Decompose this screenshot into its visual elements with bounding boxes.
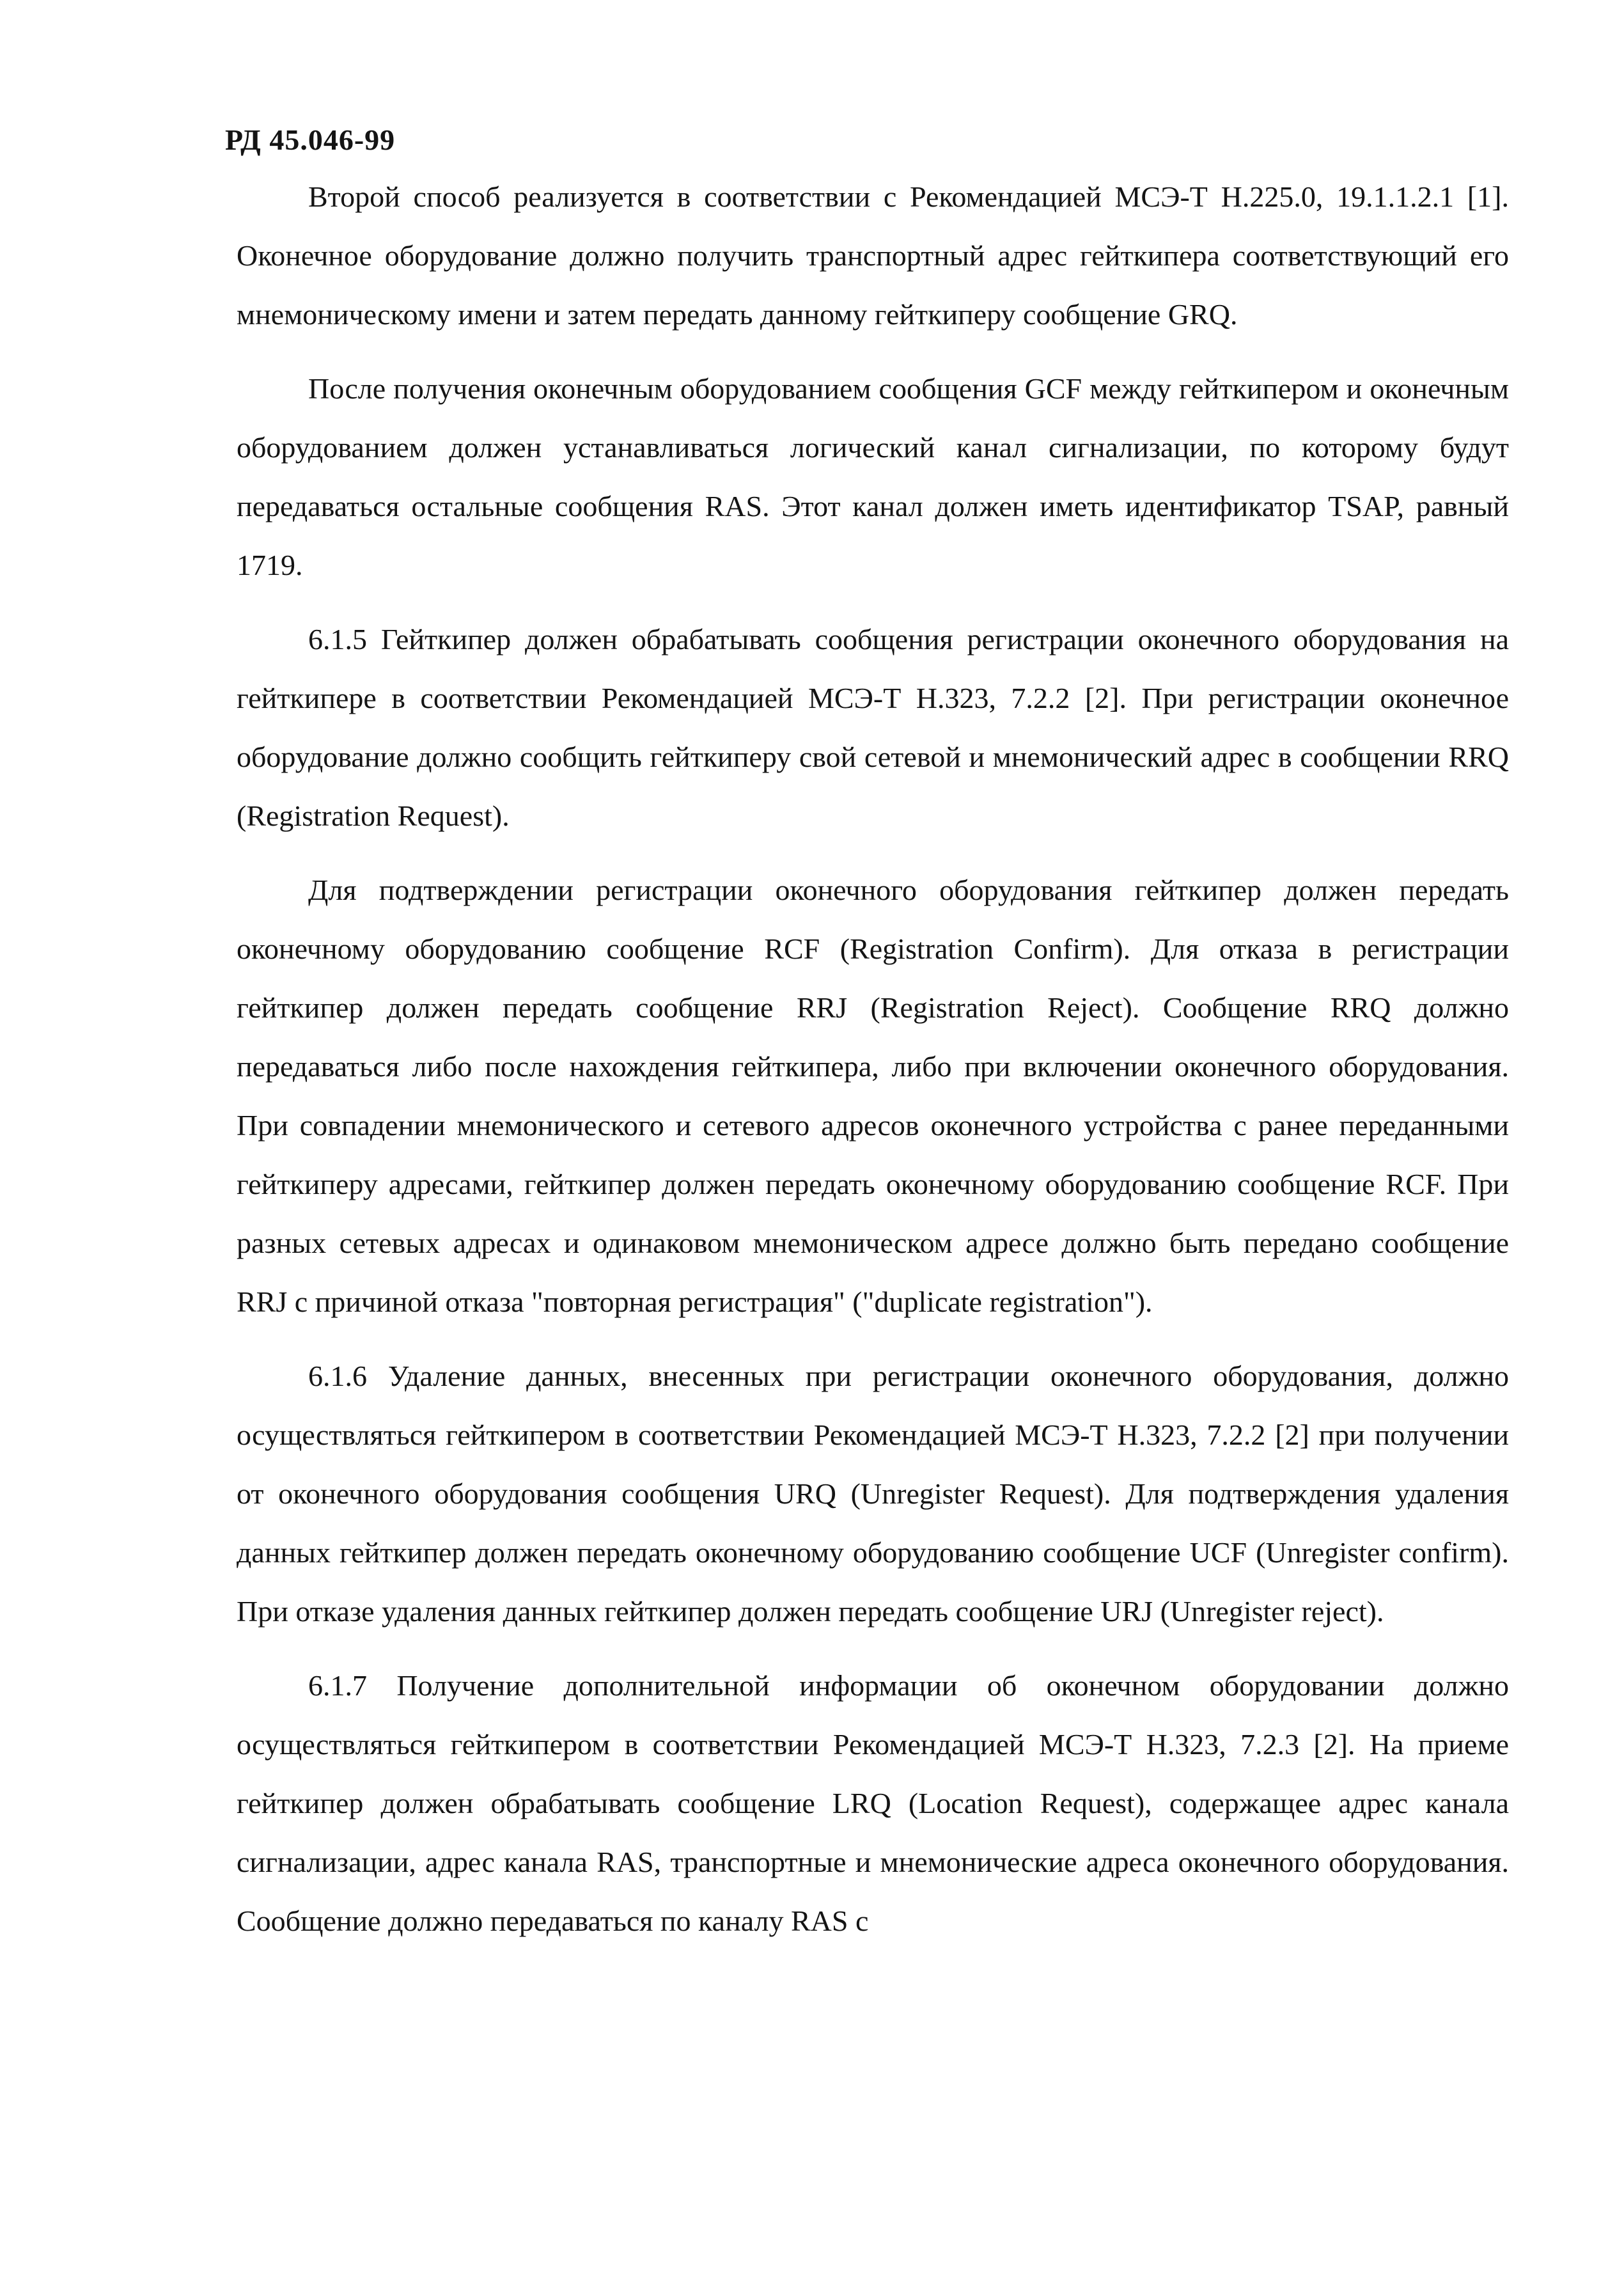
paragraph-gcf-channel: После получения оконечным оборудованием сообщения GCF между гейткипером и оконечным оборудованием должен устанавливаться логический канал сигнализации, по которому будут передаваться остальные сообщения RAS. Этот канал должен иметь идентификатор TSAP, равный 1719.	[237, 372, 1509, 581]
paragraph-6-1-7: 6.1.7 Получение дополнительной информации об оконечном оборудовании должно осуществляться гейткипером в соответствии Рекомендацией МСЭ-Т Н.323, 7.2.3 [2]. На приеме гейткипер должен обрабатывать сообщение LRQ (Location Request), содержащее адрес канала сигнализации, адрес канала RAS, транспортные и мнемонические адреса оконечного оборудования. Сообщение должно передаваться по каналу RAS с	[237, 1669, 1509, 1937]
paragraph-6-1-5: 6.1.5 Гейткипер должен обрабатывать сообщения регистрации оконечного оборудования на гейткипере в соответствии Рекомендацией МСЭ-Т Н.323, 7.2.2 [2]. При регистрации оконечное оборудование должно сообщить гейткиперу свой сетевой и мнемонический адрес в сообщении RRQ (Registration Request).	[237, 623, 1509, 832]
paragraph-registration-confirm: Для подтверждении регистрации оконечного оборудования гейткипер должен передать оконечному оборудованию сообщение RCF (Registration Confirm). Для отказа в регистрации гейткипер должен передать сообщение RRJ (Registration Reject). Сообщение RRQ должно передаваться либо после нахождения гейткипера, либо при включении оконечного оборудования. При совпадении мнемонического и сетевого адресов оконечного устройства с ранее переданными гейткиперу адресами, гейткипер должен передать оконечному оборудованию сообщение RCF. При разных сетевых адресах и одинаковом мнемоническом адресе должно быть передано сообщение RRJ с причиной отказа "повторная регистрация" ("duplicate registration").	[237, 874, 1509, 1318]
document-body	[237, 168, 1509, 1966]
paragraph-6-1-6: 6.1.6 Удаление данных, внесенных при регистрации оконечного оборудования, должно осуществляться гейткипером в соответствии Рекомендацией МСЭ-Т Н.323, 7.2.2 [2] при получении от оконечного оборудования сообщения URQ (Unregister Request). Для подтверждения удаления данных гейткипер должен передать оконечному оборудованию сообщение UCF (Unregister confirm). При отказе удаления данных гейткипер должен передать сообщение URJ (Unregister reject).	[237, 1360, 1509, 1628]
paragraph-second-method: Второй способ реализуется в соответствии с Рекомендацией МСЭ-Т Н.225.0, 19.1.1.2.1 [1]. Оконечное оборудование должно получить транспортный адрес гейткипера соответствующий его мнемоническому имени и затем передать данному гейткиперу сообщение GRQ.	[237, 180, 1509, 331]
document-code: РД 45.046-99	[225, 123, 396, 156]
